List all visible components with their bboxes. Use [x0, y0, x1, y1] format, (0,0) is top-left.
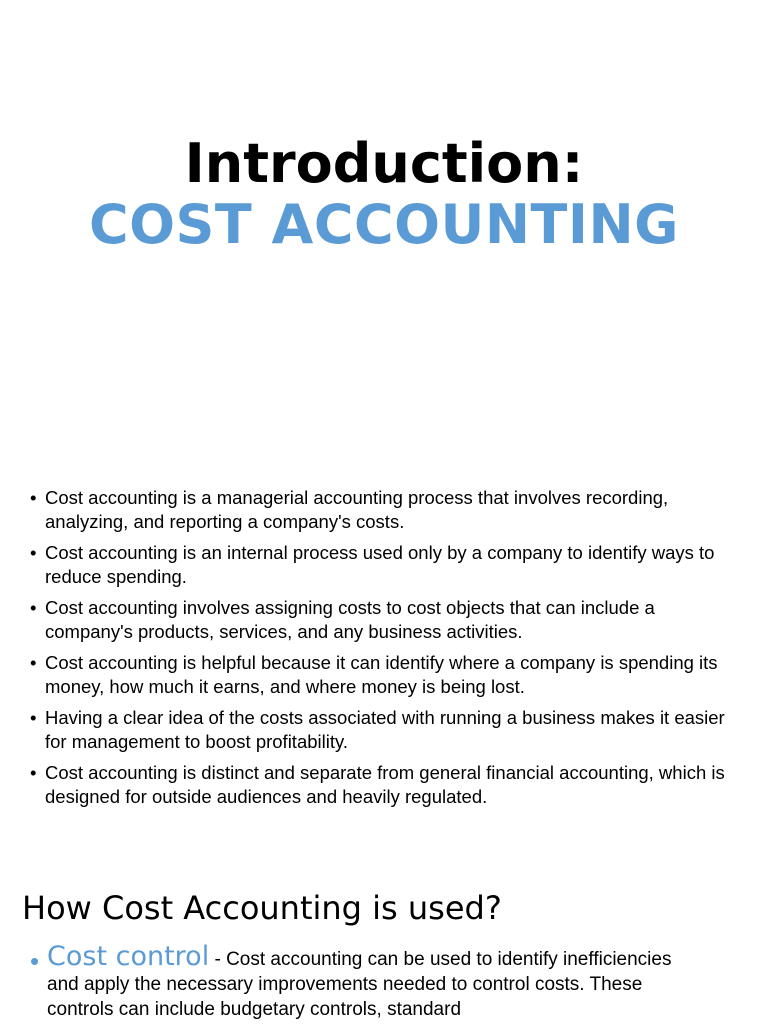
bullet-text: Having a clear idea of the costs associated with running a business makes it easier for management to boost profitability. — [45, 707, 725, 752]
bullet-marker: • — [30, 652, 37, 673]
summary-bullet — [30, 486, 730, 534]
bullet-text: Cost accounting is helpful because it can identify where a company is spending its money, how much it earns, and where money is being lost. — [45, 652, 718, 697]
bullet-marker: • — [30, 542, 37, 563]
bullet-text: Cost accounting is a managerial accounting process that involves recording, analyzing, and reporting a company's costs. — [45, 487, 669, 532]
summary-bullet — [30, 761, 730, 809]
summary-bullet — [30, 651, 730, 699]
uses-item-term: Cost control — [47, 941, 210, 972]
summary-bullet — [30, 596, 730, 644]
title-block — [0, 132, 768, 254]
bullet-marker: • — [30, 487, 37, 508]
bullet-text: Cost accounting involves assigning costs to cost objects that can include a company's products, services, and any business activities. — [45, 597, 655, 642]
summary-bullet — [30, 706, 730, 754]
uses-item — [30, 941, 690, 1022]
bullet-marker: • — [30, 946, 40, 976]
bullet-marker: • — [30, 762, 37, 783]
bullet-marker: • — [30, 597, 37, 618]
section-heading: How Cost Accounting is used? — [22, 889, 502, 927]
bullet-text: Cost accounting is an internal process used only by a company to identify ways to reduce spending. — [45, 542, 715, 587]
summary-bullet-list — [30, 486, 730, 816]
bullet-text: Cost accounting is distinct and separate from general financial accounting, which is designed for outside audiences and heavily regulated. — [45, 762, 725, 807]
summary-bullet — [30, 541, 730, 589]
uses-item-description: - Cost accounting can be used to identify inefficiencies and apply the necessary improvements needed to control costs. These controls can include budgetary controls, standard — [47, 949, 672, 1020]
bullet-marker: • — [30, 707, 37, 728]
title-introduction: Introduction: — [184, 132, 584, 195]
title-cost-accounting: COST ACCOUNTING — [88, 193, 679, 256]
uses-list — [30, 941, 690, 1022]
